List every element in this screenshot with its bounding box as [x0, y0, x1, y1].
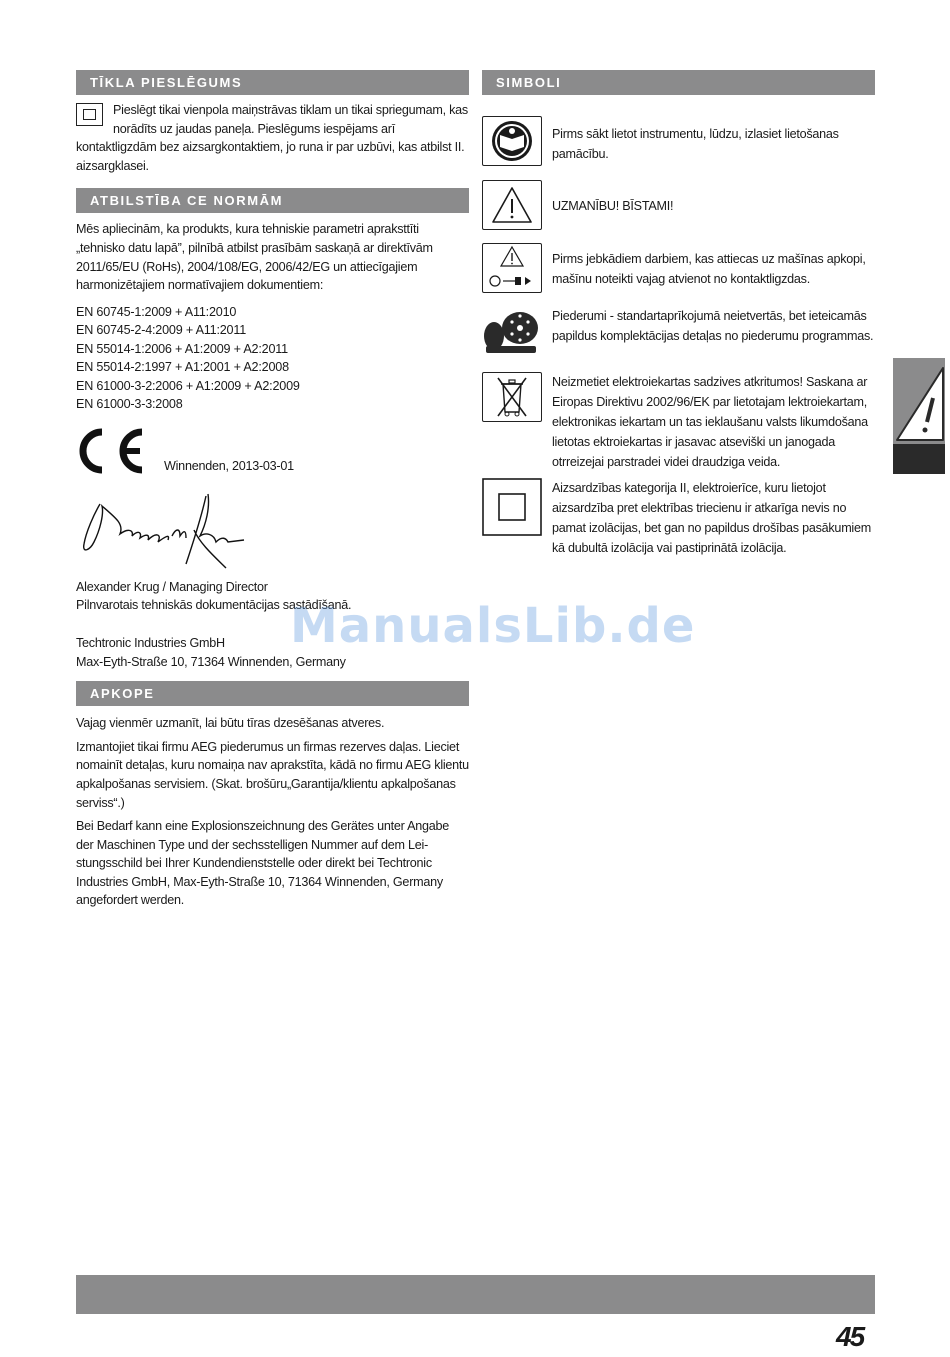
place-date: Winnenden, 2013-03-01: [164, 459, 294, 474]
warning-triangle-icon: [482, 180, 542, 230]
symbol-text: Aizsardzības kategorija II, elektroierīce, kuru lietojot aizsardzība pret elektrības triecienu ir atkarīga nevis no pamat izolācijas, bet gan no papildus drošības pasākumiem kā dubultā izolācija vai pastiprinātā izolācija.: [552, 481, 871, 555]
symbol-text: Piederumi - standartaprīkojumā neietvertās, bet ieteicamās papildus komplektācijas detaļas no piederumu programmas.: [552, 309, 874, 343]
symbol-text: Pirms jebkādiem darbiem, kas attiecas uz mašīnas apkopi, mašīnu noteikti vajag atvienot no kontaktligzdas.: [552, 252, 866, 286]
standard-item: EN 55014-1:2006 + A1:2009 + A2:2011: [76, 341, 288, 356]
ce-row: [76, 426, 469, 474]
class-ii-icon: [482, 478, 542, 536]
crossed-bin-icon: [482, 372, 542, 422]
tikla-text: Pieslēgt tikai vienpola maiņstrāvas tiklam un tikai spriegumam, kas norādīts uz jaudas paneļa. Pieslēgums iespējams arī kontaktligzdām bez aizsargkontaktiem, jo runa ir par uzbūvi, kas atbilst II. aizsargklasei.: [76, 103, 468, 173]
unplug-warning-icon: [482, 243, 542, 293]
symbol-text: Pirms sākt lietot instrumentu, lūdzu, izlasiet lietošanas pamācību.: [552, 127, 839, 161]
watermark: ManualsLib.de: [290, 598, 696, 654]
apkope-paragraph-2: Izmantojiet tikai firmu AEG piederumus un firmas rezerves daļas. Lieciet nomainīt detaļas, kuru nomaiņa nav aprakstīta, kādā no firmu AEG klientu apkalpošanas servisiem. (Skat. brošūru„Garantija/klientu apkalpošanas serviss“.): [76, 739, 469, 810]
sanding-discs-icon: [482, 306, 542, 356]
apkope-paragraph-1: Vajag vienmēr uzmanīt, lai būtu tīras dzesēšanas atveres.: [76, 716, 385, 731]
section-heading-ce: ATBILSTĪBA CE NORMĀM: [76, 188, 469, 213]
right-column: [482, 70, 875, 590]
ce-declaration-text: Mēs apliecinām, ka produkts, kura tehniskie parametri apraksttīti „tehnisko datu lapā”, pilnībā atbilst prasībām saskaņā ar direktīvām 2011/65/EU (RoHs), 2004/108/EG, 2006/42/EG un attiecīgajiem harmonizētajiem normatīvajiem dokumentiem:: [76, 222, 433, 293]
signer-name: Alexander Krug / Managing Director: [76, 579, 268, 594]
symbol-text: UZMANĪBU! BĪSTAMI!: [552, 199, 674, 213]
section-heading-simboli: SIMBOLI: [482, 70, 875, 95]
standard-item: EN 61000-3-3:2008: [76, 397, 183, 412]
left-column: [76, 70, 469, 910]
company-address: Max-Eyth-Straße 10, 71364 Winnenden, Germany: [76, 654, 346, 669]
standard-item: EN 61000-3-2:2006 + A1:2009 + A2:2009: [76, 378, 300, 393]
authorized-text: Pilnvarotais tehniskās dokumentācijas sastādīšanā.: [76, 598, 352, 613]
standard-item: EN 55014-2:1997 + A1:2001 + A2:2008: [76, 360, 289, 375]
ce-mark-logo: [76, 428, 164, 474]
standards-list: [76, 303, 469, 414]
apkope-paragraph-3: Bei Bedarf kann eine Explosionszeichnung des Gerätes unter Angabe der Maschinen Type und der sechsstelligen Nummer auf dem Leistungsschild bei Ihrer Kundendienststelle oder direkt bei Techtronic Industries GmbH, Max-Eyth-Straße 10, 71364 Winnenden, Germany angefordert werden.: [76, 819, 450, 908]
tikla-paragraph: [76, 101, 469, 175]
section-heading-tikla: TĪKLA PIESLĒGUMS: [76, 70, 469, 95]
section-heading-apkope: APKOPE: [76, 681, 469, 706]
warning-side-tab: [893, 358, 945, 474]
read-manual-icon: [482, 116, 542, 166]
standard-item: EN 60745-2-4:2009 + A11:2011: [76, 323, 247, 338]
page-number: 45: [836, 1321, 864, 1352]
footer-bar: [76, 1275, 875, 1314]
company-name: Techtronic Industries GmbH: [76, 635, 225, 650]
signature-image: [76, 484, 469, 574]
symbol-text: Neizmetiet elektroiekartas sadzives atkritumos! Saskana ar Eiropas Direktivu 2002/96/EK par lietotajam lektroiekartam, elektronikas iekartam un tas ieklaušanu valsts likumdošana lietotas ektroiekartas ir jasavac atseviški un janogada otrreizejai parstradei videi draudziga veida.: [552, 375, 868, 469]
class-ii-small-icon: [76, 103, 103, 126]
standard-item: EN 60745-1:2009 + A11:2010: [76, 304, 237, 319]
